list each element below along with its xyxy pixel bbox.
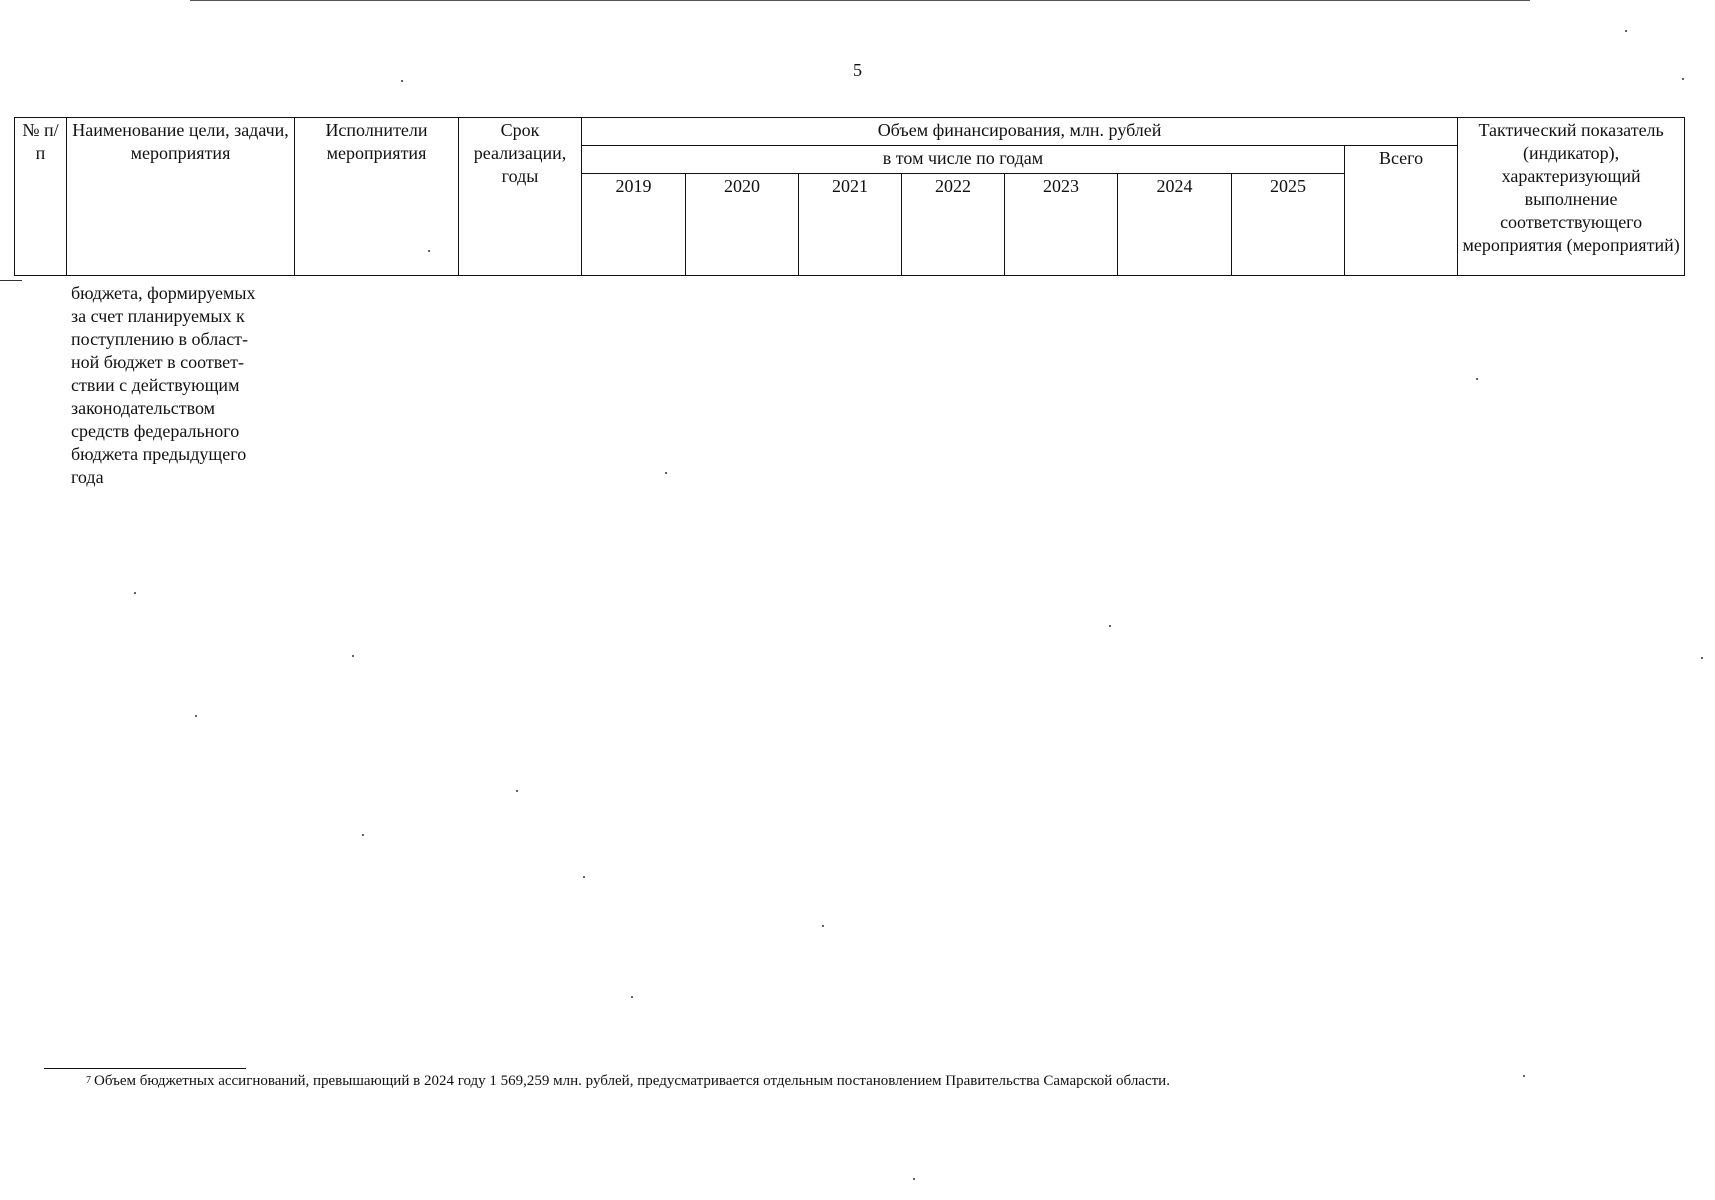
- header-total: Всего: [1345, 146, 1458, 276]
- continuation-line: ствии с действующим: [71, 375, 240, 395]
- continuation-line: бюджета, формируемых: [71, 283, 256, 303]
- scan-speck: [428, 250, 430, 252]
- financing-table-header: [14, 117, 1685, 276]
- scan-speck: [134, 592, 136, 594]
- header-year-2019: 2019: [582, 174, 686, 276]
- top-edge-line: [190, 0, 1530, 1]
- header-year-2021: 2021: [799, 174, 902, 276]
- page-number: 5: [853, 60, 862, 80]
- footnote: [86, 1072, 1170, 1090]
- header-year-2020: 2020: [686, 174, 799, 276]
- scan-speck: [401, 80, 403, 82]
- header-indicator: Тактический показатель (индикатор), характеризующий выполнение соответствующего мероприятия (мероприятий): [1458, 118, 1685, 276]
- header-year-2024: 2024: [1118, 174, 1232, 276]
- scan-speck: [362, 834, 364, 836]
- continuation-line: средств федерального: [71, 421, 240, 441]
- continuation-line: года: [71, 467, 104, 487]
- continuation-line: бюджета предыдущего: [71, 444, 247, 464]
- scan-speck: [516, 790, 518, 792]
- scan-speck: [665, 472, 667, 474]
- header-funding-group: Объем финансирования, млн. рублей: [582, 118, 1458, 146]
- scan-speck: [1625, 30, 1627, 32]
- continuation-line: поступлению в област-: [71, 329, 249, 349]
- header-year-2023: 2023: [1005, 174, 1118, 276]
- scan-speck: [1523, 1075, 1525, 1077]
- header-period: Срок реализации, годы: [459, 118, 582, 276]
- header-executors: Исполнители мероприятия: [295, 118, 459, 276]
- header-name: Наименование цели, задачи, мероприятия: [67, 118, 295, 276]
- continuation-line: законодательством: [71, 398, 216, 418]
- footnote-marker: 7: [86, 1075, 91, 1086]
- scan-speck: [195, 715, 197, 717]
- header-number: № п/п: [15, 118, 67, 276]
- header-by-years: в том числе по годам: [582, 146, 1345, 174]
- scan-speck: [1109, 625, 1111, 627]
- row-separator-mark: [0, 280, 22, 281]
- scan-speck: [1701, 657, 1703, 659]
- scan-speck: [583, 876, 585, 878]
- continuation-text: [71, 282, 289, 489]
- header-year-2022: 2022: [902, 174, 1005, 276]
- continuation-line: ной бюджет в соответ-: [71, 352, 245, 372]
- scan-speck: [913, 1178, 915, 1180]
- scan-speck: [822, 925, 824, 927]
- footnote-text: Объем бюджетных ассигнований, превышающий в 2024 году 1 569,259 млн. рублей, предусматривается отдельным постановлением Правительства Самарской области.: [94, 1073, 1170, 1089]
- scan-speck: [631, 996, 633, 998]
- footnote-separator: [44, 1068, 246, 1069]
- header-year-2025: 2025: [1232, 174, 1345, 276]
- scan-speck: [1476, 378, 1478, 380]
- continuation-line: за счет планируемых к: [71, 306, 245, 326]
- scan-speck: [1682, 78, 1684, 80]
- scan-speck: [352, 655, 354, 657]
